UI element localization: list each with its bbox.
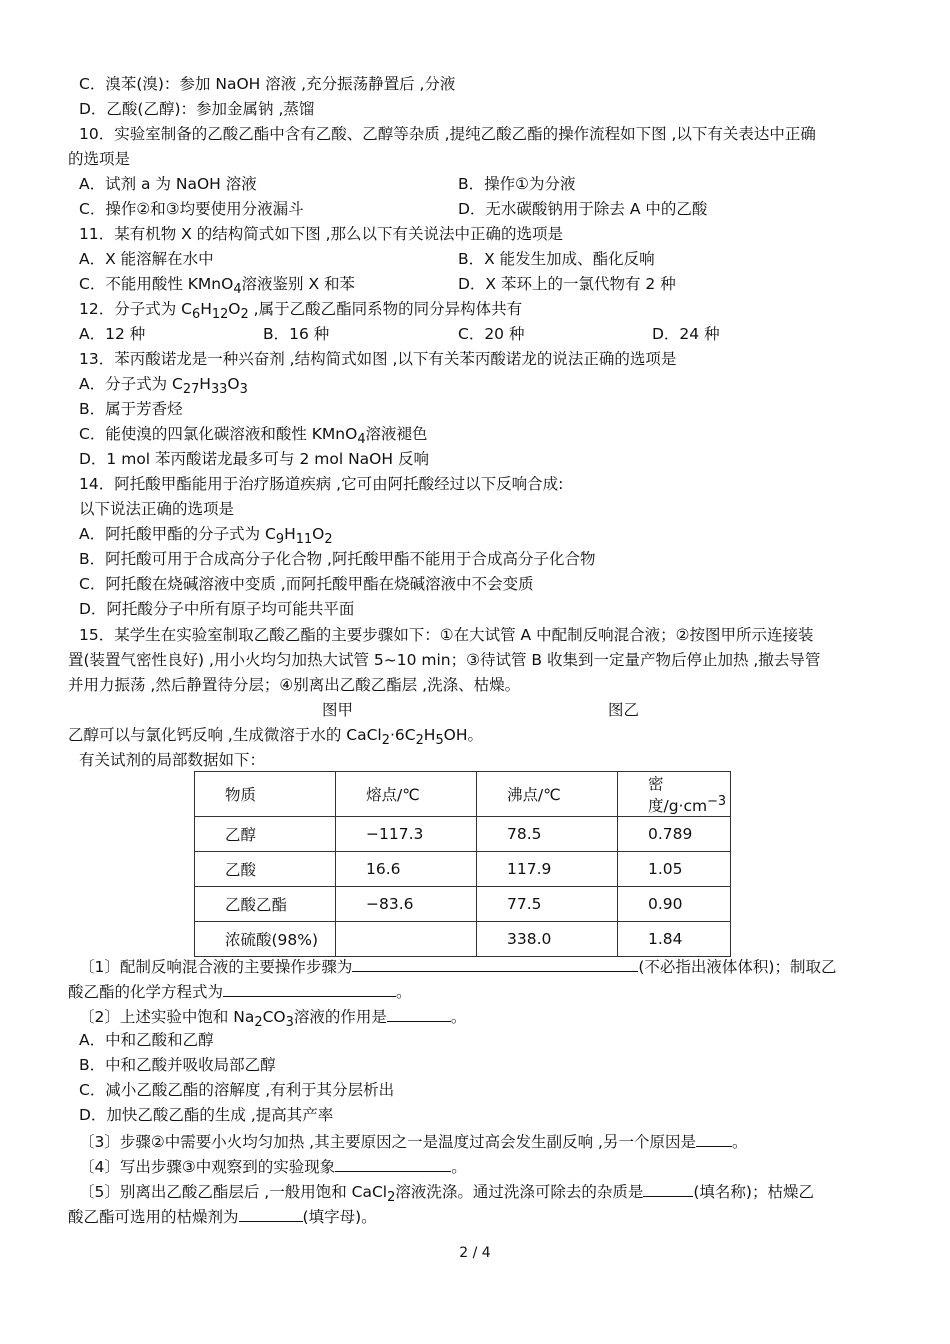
subq5-line1: 〔5〕别离出乙酸乙酯层后 ,一般用饱和 CaCl$_2$溶液洗涤。通过洗涤可除去的杂质是 (填名称)；枯燥乙 — [79, 1180, 814, 1208]
page-number: 2 / 4 — [459, 1245, 491, 1261]
reagent-data-table — [194, 771, 731, 957]
figure-a-label: 图甲 — [322, 701, 354, 719]
answer-blank[interactable] — [352, 955, 638, 972]
table-cell: 1.84 — [618, 922, 731, 957]
answer-blank[interactable] — [696, 1130, 732, 1147]
q11-option-b: B．X 能发生加成、酯化反响 — [458, 250, 655, 268]
option-d-prev: D．乙酸(乙醇)：参加金属钠 ,蒸馏 — [79, 100, 315, 118]
q14-option-b: B．阿托酸可用于合成高分子化合物 ,阿托酸甲酯不能用于合成高分子化合物 — [79, 550, 596, 568]
q13-option-b: B．属于芳香烃 — [79, 400, 183, 418]
q11-option-a: A．X 能溶解在水中 — [79, 250, 214, 268]
table-cell: 0.90 — [618, 887, 731, 922]
table-header-row — [195, 772, 731, 817]
table-cell: 乙酸 — [195, 852, 336, 887]
q11-stem: 11．某有机物 X 的结构简式如下图 ,那么以下有关说法中正确的选项是 — [79, 225, 564, 243]
q13-option-d: D．1 mol 苯丙酸诺龙最多可与 2 mol NaOH 反响 — [79, 450, 429, 468]
q12-option-d: D．24 种 — [652, 325, 720, 343]
q11-option-c: C．不能用酸性 KMnO$_4$溶液鉴别 X 和苯 — [79, 275, 356, 298]
q15-stem-line3: 并用力振荡 ,然后静置待分层；④别离出乙酸乙酯层 ,洗涤、枯燥。 — [68, 676, 521, 694]
table-cell: 117.9 — [477, 852, 618, 887]
subq2-option-a: A．中和乙酸和乙醇 — [79, 1031, 214, 1049]
q10-option-b: B．操作①为分液 — [458, 175, 576, 193]
q12-stem: 12．分子式为 $C_6H_{12}O_2$ ,属于乙酸乙酯同系物的同分异构体共有 — [79, 300, 523, 323]
table-cell: −117.3 — [336, 817, 477, 852]
figure-b-label: 图乙 — [608, 701, 640, 719]
table-cell: 78.5 — [477, 817, 618, 852]
q14-option-a: A．阿托酸甲酯的分子式为 $C_9H_{11}O_2$ — [79, 525, 333, 548]
q15-note2: 有关试剂的局部数据如下： — [79, 751, 266, 769]
q14-option-c: C．阿托酸在烧碱溶液中变质 ,而阿托酸甲酯在烧碱溶液中不会变质 — [79, 575, 534, 593]
answer-blank[interactable] — [643, 1180, 693, 1197]
table-cell: 浓硫酸(98%) — [195, 922, 336, 957]
subq2-option-b: B．中和乙酸并吸收局部乙醇 — [79, 1056, 276, 1074]
q10-option-a: A．试剂 a 为 NaOH 溶液 — [79, 175, 257, 193]
answer-blank[interactable] — [239, 1205, 303, 1222]
q10-stem: 10．实验室制备的乙酸乙酯中含有乙酸、乙醇等杂质 ,提纯乙酸乙酯的操作流程如下图 ,以下有关表达中正确 — [79, 125, 816, 143]
q12-option-a: A．12 种 — [79, 325, 146, 343]
q13-option-c: C．能使溴的四氯化碳溶液和酸性 KMnO$_4$溶液褪色 — [79, 425, 428, 448]
subq2-option-d: D．加快乙酸乙酯的生成 ,提高其产率 — [79, 1106, 334, 1124]
table-header-cell: 沸点/℃ — [477, 772, 618, 817]
table-cell: 1.05 — [618, 852, 731, 887]
q14-stem: 14．阿托酸甲酯能用于治疗肠道疾病 ,它可由阿托酸经过以下反响合成: — [79, 475, 564, 493]
table-row — [195, 887, 731, 922]
answer-blank[interactable] — [387, 1005, 451, 1022]
table-cell: 乙醇 — [195, 817, 336, 852]
subq1-line2: 酸乙酯的化学方程式为 。 — [68, 980, 412, 1002]
table-row — [195, 922, 731, 957]
table-cell: 乙酸乙酯 — [195, 887, 336, 922]
subq4: 〔4〕写出步骤③中观察到的实验现象 。 — [79, 1155, 467, 1177]
table-row — [195, 852, 731, 887]
q15-stem-line1: 15．某学生在实验室制取乙酸乙酯的主要步骤如下：①在大试管 A 中配制反响混合液；②按图甲所示连接装 — [79, 626, 814, 644]
q14-stem-cont: 以下说法正确的选项是 — [79, 500, 235, 518]
answer-blank[interactable] — [335, 1155, 451, 1172]
table-header-cell: 熔点/℃ — [336, 772, 477, 817]
table-header-cell: 密度$/g\cdot cm^{-3}$ — [618, 772, 731, 817]
q14-option-d: D．阿托酸分子中所有原子均可能共平面 — [79, 600, 355, 618]
option-c-prev: C．溴苯(溴)：参加 NaOH 溶液 ,充分振荡静置后 ,分液 — [79, 75, 456, 93]
subq2-stem: 〔2〕上述实验中饱和 $Na_2CO_3$溶液的作用是 。 — [79, 1005, 466, 1033]
q10-stem-cont: 的选项是 — [68, 150, 131, 168]
subq1-line1: 〔1〕配制反响混合液的主要操作步骤为 (不必指出液体体积)；制取乙 — [79, 955, 836, 977]
table-cell: 0.789 — [618, 817, 731, 852]
answer-blank[interactable] — [223, 980, 396, 997]
q10-option-c: C．操作②和③均要使用分液漏斗 — [79, 200, 304, 218]
subq5-line2: 酸乙酯可选用的枯燥剂为 (填字母)。 — [68, 1205, 377, 1227]
subq2-option-c: C．减小乙酸乙酯的溶解度 ,有利于其分层析出 — [79, 1081, 395, 1099]
q11-option-d: D．X 苯环上的一氯代物有 2 种 — [458, 275, 676, 293]
q15-stem-line2: 置(装置气密性良好) ,用小火均匀加热大试管 5~10 min；③待试管 B 收集到一定量产物后停止加热 ,撤去导管 — [68, 651, 821, 669]
table-cell — [336, 922, 477, 957]
table-cell: −83.6 — [336, 887, 477, 922]
q10-option-d: D．无水碳酸钠用于除去 A 中的乙酸 — [458, 200, 708, 218]
table-row — [195, 817, 731, 852]
q13-option-a: A．分子式为 $C_{27}H_{33}O_3$ — [79, 375, 248, 398]
q12-option-c: C．20 种 — [458, 325, 525, 343]
table-cell: 338.0 — [477, 922, 618, 957]
table-cell: 77.5 — [477, 887, 618, 922]
table-header-cell: 物质 — [195, 772, 336, 817]
subq3: 〔3〕步骤②中需要小火均匀加热 ,其主要原因之一是温度过高会发生副反响 ,另一个原因是 。 — [79, 1130, 747, 1152]
q12-option-b: B．16 种 — [263, 325, 330, 343]
q13-stem: 13．苯丙酸诺龙是一种兴奋剂 ,结构简式如图 ,以下有关苯丙酸诺龙的说法正确的选项是 — [79, 350, 677, 368]
table-cell: 16.6 — [336, 852, 477, 887]
q15-note1: 乙醇可以与氯化钙反响 ,生成微溶于水的 $CaCl_2\cdot 6C_2H_5OH$。 — [68, 726, 484, 749]
